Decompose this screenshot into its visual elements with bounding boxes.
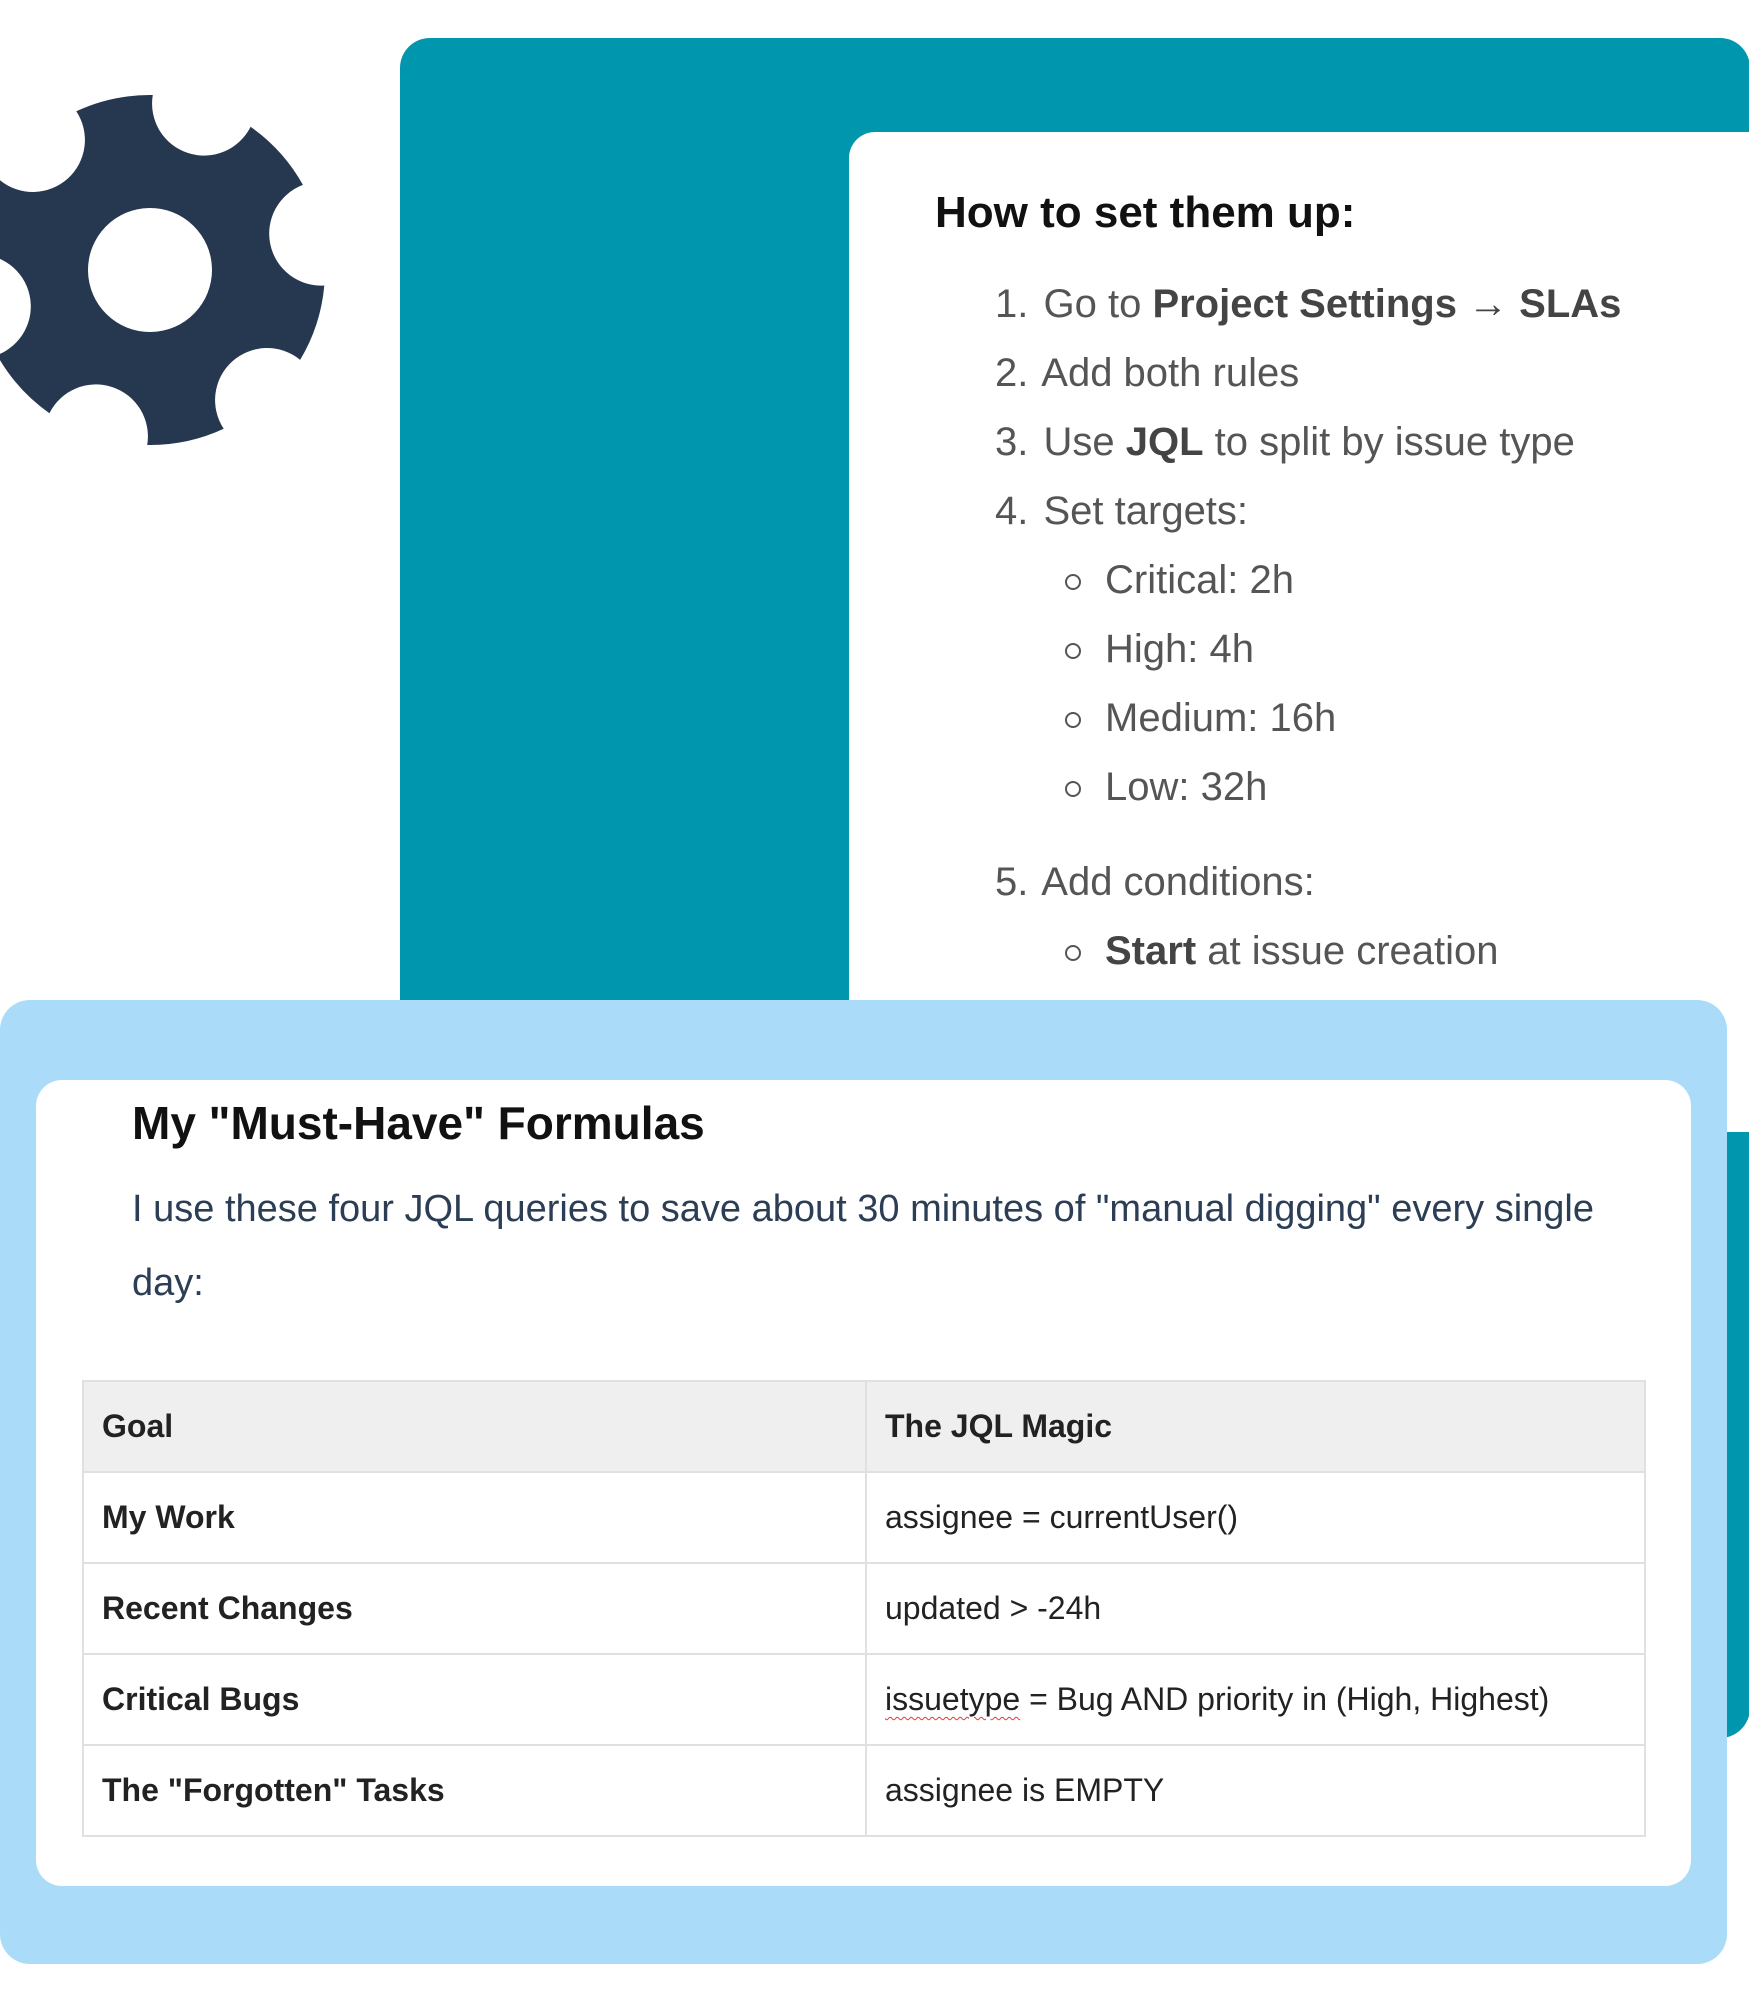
jql-cell: assignee is EMPTY	[866, 1745, 1645, 1836]
targets-list	[995, 546, 1749, 822]
table-row	[83, 1472, 1645, 1563]
setup-steps	[995, 270, 1749, 1081]
header-goal: Goal	[83, 1381, 866, 1472]
step-1: 1. Go to Project Settings → SLAs	[995, 282, 1622, 326]
step-2: 2. Add both rules	[995, 351, 1300, 395]
table-row	[83, 1745, 1645, 1836]
formulas-intro: I use these four JQL queries to save about 30 minutes of "manual digging" every single day:	[132, 1188, 1594, 1304]
step-3: 3. Use JQL to split by issue type	[995, 420, 1575, 464]
header-jql: The JQL Magic	[866, 1381, 1645, 1472]
jql-cell: updated > -24h	[866, 1563, 1645, 1654]
jql-cell: assignee = currentUser()	[866, 1472, 1645, 1563]
target-critical: Critical: 2h	[1105, 546, 1749, 615]
target-high: High: 4h	[1105, 615, 1749, 684]
step-5: 5. Add conditions: Start at issue creation	[995, 848, 1749, 1055]
formulas-title: My "Must-Have" Formulas	[132, 1097, 705, 1149]
misspelled-word: issuetype	[885, 1681, 1021, 1717]
table-row	[83, 1563, 1645, 1654]
goal-cell: Critical Bugs	[83, 1654, 866, 1745]
target-medium: Medium: 16h	[1105, 684, 1749, 753]
table-header-row	[83, 1381, 1645, 1472]
formulas-panel	[0, 1000, 1727, 1964]
condition-start: Start at issue creation	[1105, 917, 1749, 986]
table-row	[83, 1654, 1645, 1745]
jql-cell: issuetype = Bug AND priority in (High, Highest)	[866, 1654, 1645, 1745]
setup-title: How to set them up:	[935, 188, 1356, 237]
jql-table	[82, 1380, 1646, 1837]
target-low: Low: 32h	[1105, 753, 1749, 822]
goal-cell: My Work	[83, 1472, 866, 1563]
goal-cell: The "Forgotten" Tasks	[83, 1745, 866, 1836]
gear-icon	[0, 60, 360, 480]
formulas-card	[36, 1080, 1691, 1886]
step-4: 4. Set targets: Critical: 2h High: 4h Medium: 16h Low: 32h	[995, 477, 1749, 822]
sla-setup-card	[849, 132, 1749, 1132]
goal-cell: Recent Changes	[83, 1563, 866, 1654]
